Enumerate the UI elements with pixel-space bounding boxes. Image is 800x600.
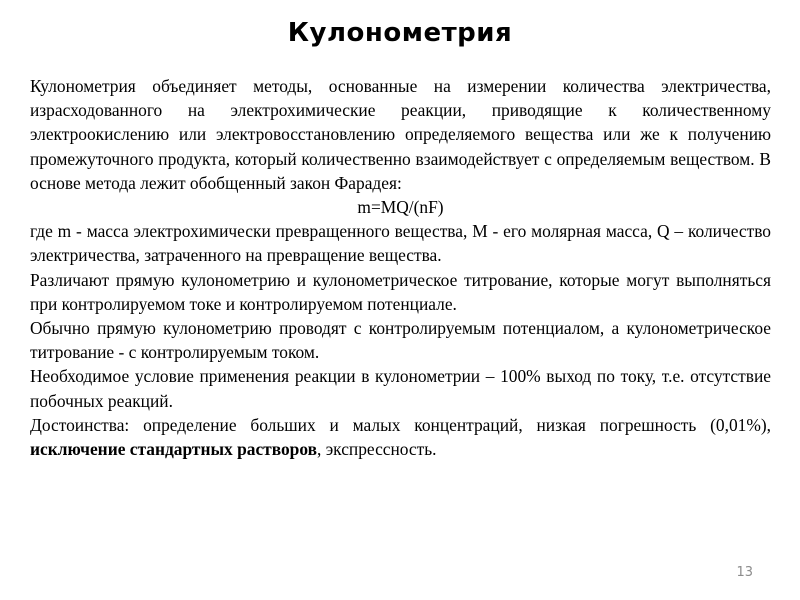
- types-paragraph: Различают прямую кулонометрию и кулонометрическое титрование, которые могут выполняться при контролируемом токе и контролируемом потенциале.: [30, 269, 771, 314]
- advantages-emphasis: исключение стандартных растворов: [30, 439, 318, 460]
- slide-body: [30, 74, 771, 461]
- condition-paragraph: Необходимое условие применения реакции в кулонометрии – 100% выход по току, т.е. отсутствие побочных реакций.: [30, 366, 771, 411]
- advantages-paragraph: [30, 413, 771, 461]
- page-number: 13: [736, 565, 753, 580]
- advantages-suffix: , экспрессность.: [317, 439, 437, 460]
- definitions-paragraph: где m - масса электрохимически превращенного вещества, М - его молярная масса, Q – количество электричества, затраченного на превращение вещества.: [30, 221, 771, 266]
- intro-paragraph: Кулонометрия объединяет методы, основанные на измерении количества электричества, израсходованного на электрохимические реакции, приводящие к количественному электроокислению или электровосстановлению определяемого вещества или же к получению промежуточного продукта, который количественно взаимодействует с определяемым веществом. В основе метода лежит обобщенный закон Фарадея:: [30, 76, 771, 193]
- faraday-formula: m=MQ/(nF): [357, 197, 444, 218]
- advantages-prefix: Достоинства: определение больших и малых концентраций, низкая погрешность (0,01%),: [30, 414, 771, 435]
- usage-paragraph: Обычно прямую кулонометрию проводят с контролируемым потенциалом, а кулонометрическое титрование - с контролируемым током.: [30, 318, 771, 363]
- slide-title: Кулонометрия: [287, 18, 513, 48]
